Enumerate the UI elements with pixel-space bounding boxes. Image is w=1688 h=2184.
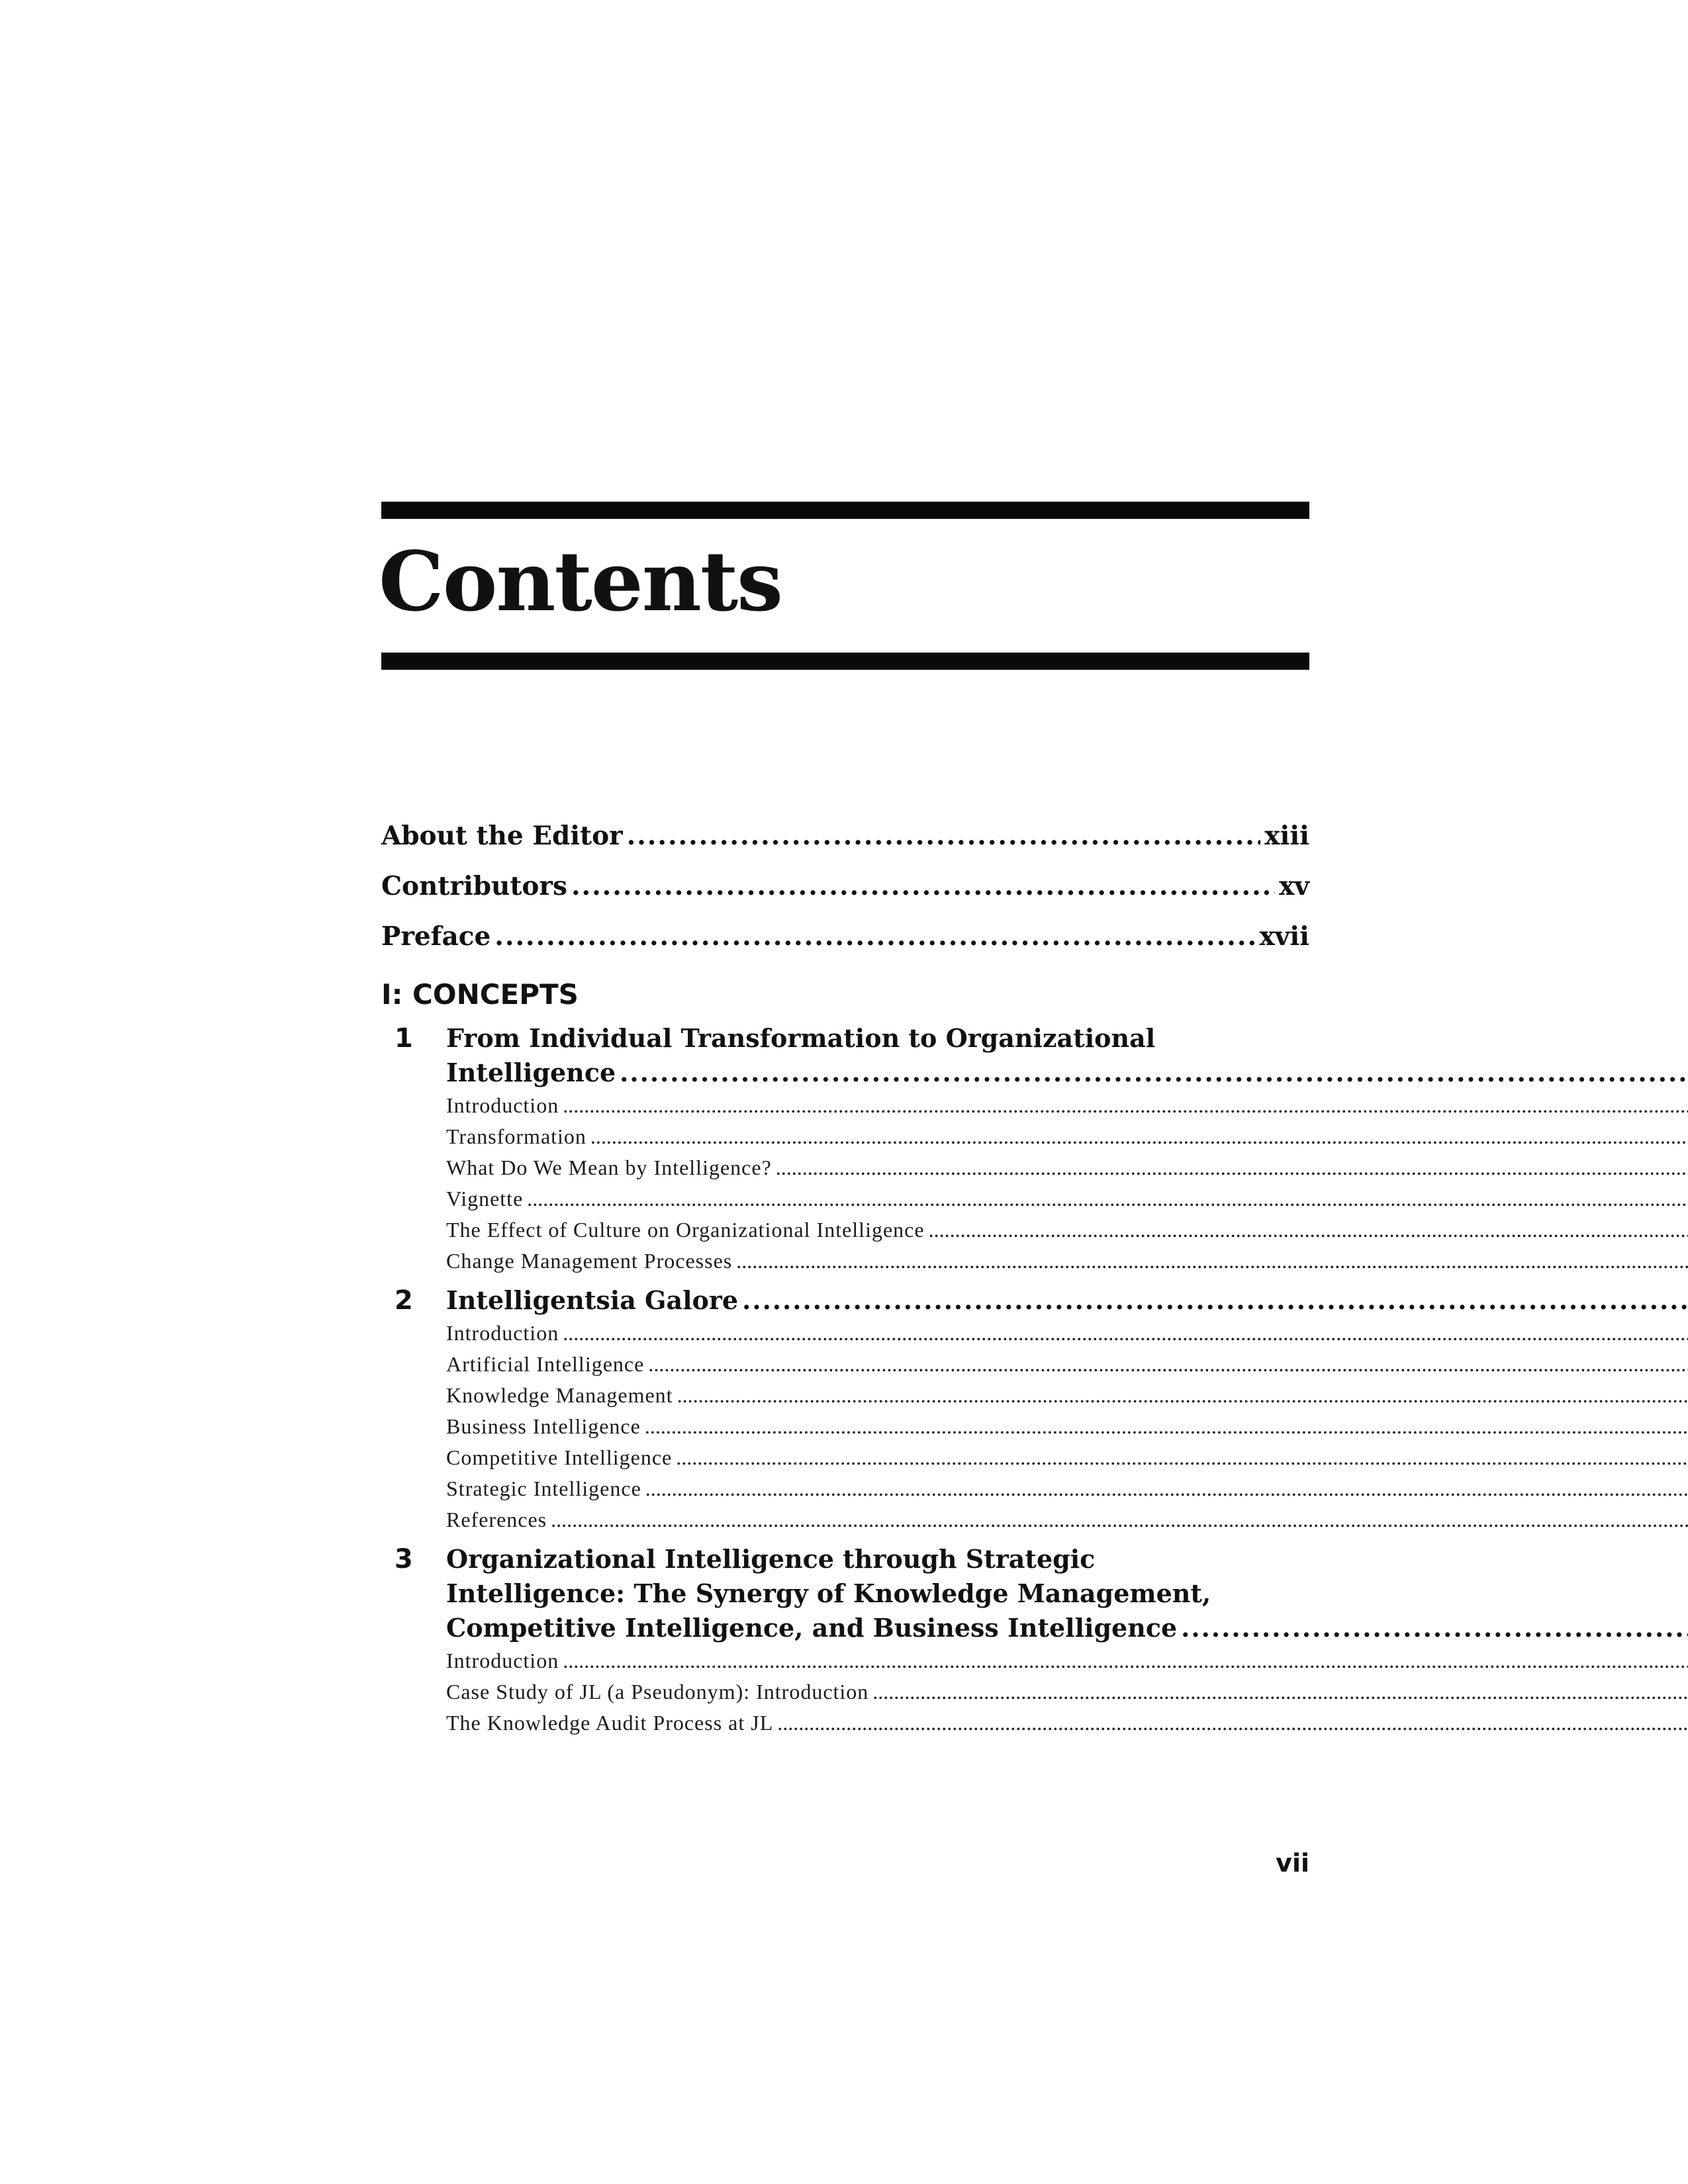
- table-of-contents: [381, 811, 1309, 1739]
- chapter-title-line: Intelligence: [446, 1058, 616, 1087]
- dot-leader: [563, 1090, 1688, 1121]
- section-title: What Do We Mean by Intelligence?: [446, 1156, 772, 1179]
- section-entry[interactable]: [446, 1676, 1688, 1707]
- dot-leader: [563, 1645, 1688, 1676]
- page-title: Contents: [379, 534, 782, 630]
- section-title: Introduction: [446, 1321, 559, 1345]
- section-title: The Knowledge Audit Process at JL: [446, 1711, 774, 1735]
- section-entry[interactable]: [446, 1183, 1688, 1214]
- chapter-title-entry[interactable]: [446, 1056, 1688, 1090]
- dot-leader: [676, 1442, 1688, 1473]
- dot-leader: [563, 1318, 1688, 1349]
- dot-leader: [551, 1504, 1688, 1535]
- chapter-title-line[interactable]: Intelligence: The Synergy of Knowledge Management,: [446, 1578, 1211, 1608]
- section-title: Case Study of JL (a Pseudonym): Introduction: [446, 1680, 869, 1704]
- section-title: Knowledge Management: [446, 1383, 673, 1407]
- chapter-number: 3: [395, 1544, 413, 1574]
- entry-page: xvii: [1259, 921, 1309, 952]
- section-entry[interactable]: [446, 1090, 1688, 1121]
- dot-leader: [571, 861, 1275, 911]
- section-entry[interactable]: [446, 1380, 1688, 1411]
- page-number: vii: [1276, 1848, 1309, 1878]
- dot-leader: [776, 1152, 1688, 1183]
- dot-leader: [677, 1380, 1688, 1411]
- section-title: Transformation: [446, 1124, 586, 1148]
- section-entry[interactable]: [446, 1214, 1688, 1246]
- dot-leader: [645, 1411, 1688, 1442]
- chapter-3: [381, 1542, 1309, 1739]
- front-matter-list: [381, 811, 1309, 962]
- dot-leader: [929, 1214, 1688, 1246]
- chapter-number: 1: [395, 1023, 413, 1054]
- section-entry[interactable]: [446, 1152, 1688, 1183]
- section-entry[interactable]: [446, 1707, 1688, 1739]
- entry-title: Preface: [381, 921, 491, 952]
- section-title: The Effect of Culture on Organizational Intelligence: [446, 1218, 925, 1242]
- chapter-title-entry[interactable]: [446, 1611, 1688, 1645]
- section-title: Competitive Intelligence: [446, 1445, 673, 1469]
- dot-leader: [872, 1676, 1688, 1707]
- section-entry[interactable]: [446, 1318, 1688, 1349]
- chapter-title-line: Intelligentsia Galore: [446, 1285, 739, 1315]
- front-matter-entry[interactable]: [381, 861, 1309, 911]
- title-rule-top: [381, 502, 1309, 519]
- dot-leader: [645, 1473, 1688, 1504]
- dot-leader: [736, 1246, 1688, 1277]
- chapter-body: [446, 1283, 1688, 1535]
- chapter-title-entry[interactable]: [446, 1283, 1688, 1318]
- section-entry[interactable]: [446, 1473, 1688, 1504]
- front-matter-entry[interactable]: [381, 811, 1309, 861]
- dot-leader: [527, 1183, 1688, 1214]
- chapter-1: [381, 1021, 1309, 1277]
- section-title: Change Management Processes: [446, 1249, 733, 1273]
- section-title: Vignette: [446, 1187, 524, 1210]
- dot-leader: [627, 811, 1261, 861]
- section-entry[interactable]: [446, 1504, 1688, 1535]
- section-entry[interactable]: [446, 1121, 1688, 1152]
- entry-title: About the Editor: [381, 821, 623, 851]
- dot-leader: [1181, 1611, 1688, 1645]
- entry-page: xiii: [1264, 821, 1309, 851]
- section-title: Introduction: [446, 1649, 559, 1672]
- section-title: References: [446, 1508, 547, 1531]
- section-title: Business Intelligence: [446, 1414, 641, 1438]
- chapter-title-line[interactable]: From Individual Transformation to Organizational: [446, 1023, 1156, 1053]
- chapter-title-line: Competitive Intelligence, and Business Intelligence: [446, 1613, 1178, 1643]
- section-entry[interactable]: [446, 1349, 1688, 1380]
- section-entry[interactable]: [446, 1442, 1688, 1473]
- entry-title: Contributors: [381, 871, 567, 901]
- chapter-number: 2: [395, 1285, 413, 1316]
- dot-leader: [620, 1056, 1688, 1090]
- section-title: Strategic Intelligence: [446, 1477, 641, 1500]
- dot-leader: [494, 911, 1255, 962]
- chapter-body: [446, 1021, 1688, 1277]
- dot-leader: [590, 1121, 1688, 1152]
- section-title: Artificial Intelligence: [446, 1352, 645, 1376]
- chapter-2: [381, 1283, 1309, 1535]
- title-rule-bottom: [381, 653, 1309, 670]
- entry-page: xv: [1279, 871, 1309, 901]
- part-heading: I: CONCEPTS: [381, 978, 579, 1011]
- section-entry[interactable]: [446, 1246, 1688, 1277]
- dot-leader: [648, 1349, 1688, 1380]
- section-entry[interactable]: [446, 1411, 1688, 1442]
- dot-leader: [742, 1283, 1688, 1318]
- chapter-body: [446, 1542, 1688, 1739]
- dot-leader: [777, 1707, 1688, 1739]
- section-title: Introduction: [446, 1093, 559, 1117]
- section-entry[interactable]: [446, 1645, 1688, 1676]
- front-matter-entry[interactable]: [381, 911, 1309, 962]
- chapter-title-line[interactable]: Organizational Intelligence through Strategic: [446, 1544, 1096, 1574]
